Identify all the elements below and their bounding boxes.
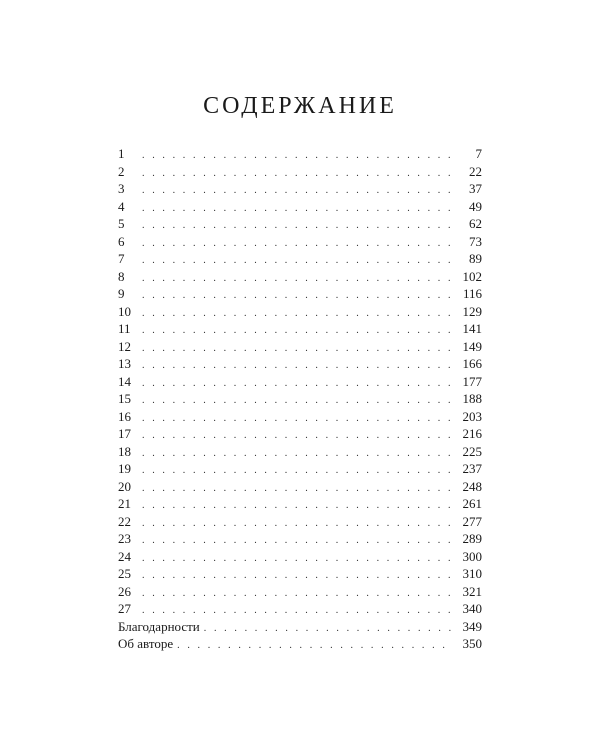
toc-entry — [118, 303, 482, 321]
toc-entry — [118, 460, 482, 478]
toc-entry-label: 13 — [118, 356, 131, 371]
toc-entry-page: 166 — [462, 356, 482, 371]
toc-entry — [118, 355, 482, 373]
toc-entry-page: 277 — [462, 513, 482, 529]
toc-entry-page: 216 — [462, 426, 482, 441]
dot-leader — [177, 637, 452, 655]
toc-entry-page: 188 — [462, 391, 482, 406]
dot-leader — [142, 357, 452, 375]
toc-entry-page: 102 — [462, 268, 482, 284]
toc-entry-label: 20 — [118, 478, 131, 494]
toc-entry — [118, 338, 482, 356]
toc-entry — [118, 163, 482, 181]
toc-entry-page: 350 — [462, 636, 482, 651]
toc-entry-page: 116 — [462, 286, 482, 301]
toc-entry-page: 141 — [462, 321, 482, 336]
toc-entry-page: 340 — [462, 601, 482, 616]
toc-entry-label: 17 — [118, 426, 131, 441]
toc-entry — [118, 548, 482, 566]
dot-leader — [142, 165, 452, 183]
toc-entry-label: 6 — [118, 233, 125, 249]
dot-leader — [142, 147, 452, 165]
toc-entry-page: 349 — [462, 618, 482, 634]
toc-entry-page: 22 — [469, 163, 482, 179]
dot-leader — [142, 427, 452, 445]
dot-leader — [142, 287, 452, 305]
toc-entry-page: 129 — [462, 303, 482, 319]
toc-entry-label: 16 — [118, 408, 131, 424]
toc-entry — [118, 408, 482, 426]
toc-entry — [118, 495, 482, 513]
toc-entry-label: 7 — [118, 251, 125, 266]
toc-entry-label: 1 — [118, 146, 125, 161]
toc-entry-label: Благодарности — [118, 618, 200, 634]
dot-leader — [142, 340, 452, 358]
toc-entry-page: 237 — [462, 461, 482, 476]
toc-entry-label: 25 — [118, 566, 131, 581]
dot-leader — [142, 217, 452, 235]
toc-entry — [118, 583, 482, 601]
toc-entry-page: 177 — [462, 373, 482, 389]
toc-entry-label: Об авторе — [118, 636, 174, 651]
toc-entry-label: 15 — [118, 391, 131, 406]
toc-entry — [118, 478, 482, 496]
dot-leader — [142, 410, 452, 428]
dot-leader — [142, 445, 452, 463]
dot-leader — [142, 305, 452, 323]
toc-entry-label: 9 — [118, 286, 125, 301]
toc-entry-page: 248 — [462, 478, 482, 494]
toc-entry-label: 14 — [118, 373, 131, 389]
toc-entry — [118, 443, 482, 461]
toc-entry — [118, 215, 482, 233]
toc-entry — [118, 285, 482, 303]
dot-leader — [142, 532, 452, 550]
toc-entry-label: 27 — [118, 601, 131, 616]
toc-entry-label: 19 — [118, 461, 131, 476]
toc-entry — [118, 268, 482, 286]
toc-entry-label: 4 — [118, 198, 125, 214]
toc-entry-label: 24 — [118, 548, 131, 564]
toc-entry — [118, 425, 482, 443]
toc-entry-label: 22 — [118, 513, 131, 529]
toc-entry — [118, 180, 482, 198]
dot-leader — [142, 585, 452, 603]
dot-leader — [142, 375, 452, 393]
toc-entry-label: 11 — [118, 321, 131, 336]
toc-entry — [118, 320, 482, 338]
toc-entry-label: 8 — [118, 268, 125, 284]
toc-entry-label: 2 — [118, 163, 125, 179]
toc-entry — [118, 635, 482, 653]
toc-entry-page: 7 — [475, 146, 482, 161]
toc-entry — [118, 530, 482, 548]
toc-entry-page: 89 — [469, 251, 482, 266]
toc-entry-label: 12 — [118, 338, 131, 354]
toc-entry-label: 18 — [118, 443, 131, 459]
dot-leader — [142, 497, 452, 515]
toc-entry-page: 225 — [462, 443, 482, 459]
dot-leader — [142, 567, 452, 585]
toc-entry-page: 49 — [469, 198, 482, 214]
dot-leader — [142, 480, 452, 498]
dot-leader — [142, 515, 452, 533]
toc-entry-label: 21 — [118, 496, 131, 511]
toc-entry-page: 37 — [469, 181, 482, 196]
dot-leader — [142, 270, 452, 288]
toc-entry — [118, 145, 482, 163]
dot-leader — [142, 200, 452, 218]
toc-entry — [118, 390, 482, 408]
table-of-contents — [118, 145, 482, 653]
toc-entry-page: 62 — [469, 216, 482, 231]
toc-entry-label: 3 — [118, 181, 125, 196]
dot-leader — [142, 550, 452, 568]
toc-entry-page: 149 — [462, 338, 482, 354]
dot-leader — [142, 235, 452, 253]
toc-entry — [118, 565, 482, 583]
toc-entry-label: 23 — [118, 531, 131, 546]
toc-entry-page: 289 — [462, 531, 482, 546]
toc-entry — [118, 618, 482, 636]
toc-entry — [118, 600, 482, 618]
toc-entry — [118, 250, 482, 268]
page-title: СОДЕРЖАНИЕ — [203, 93, 397, 119]
toc-entry — [118, 233, 482, 251]
toc-entry — [118, 373, 482, 391]
toc-entry-page: 300 — [462, 548, 482, 564]
toc-entry-page: 261 — [462, 496, 482, 511]
toc-entry-page: 321 — [462, 583, 482, 599]
dot-leader — [142, 392, 452, 410]
toc-entry-label: 26 — [118, 583, 131, 599]
toc-entry — [118, 198, 482, 216]
toc-entry — [118, 513, 482, 531]
toc-entry-label: 10 — [118, 303, 131, 319]
dot-leader — [142, 322, 452, 340]
dot-leader — [142, 462, 452, 480]
dot-leader — [204, 620, 452, 638]
toc-entry-page: 73 — [469, 233, 482, 249]
toc-entry-label: 5 — [118, 216, 125, 231]
toc-entry-page: 203 — [462, 408, 482, 424]
toc-entry-page: 310 — [462, 566, 482, 581]
dot-leader — [142, 182, 452, 200]
dot-leader — [142, 252, 452, 270]
